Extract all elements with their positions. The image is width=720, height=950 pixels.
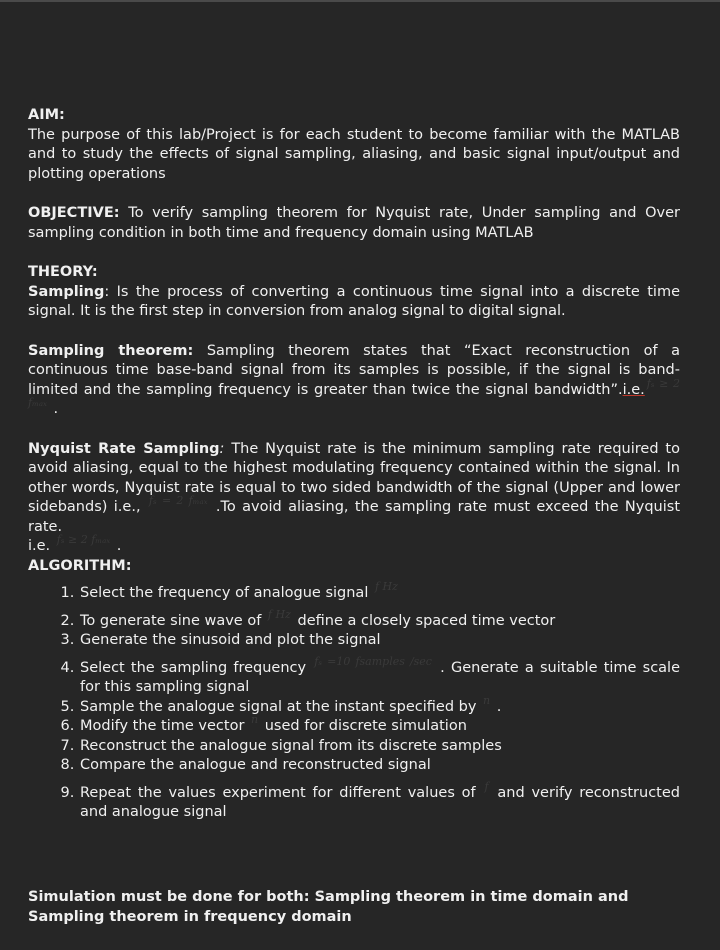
nyquist-paragraph (28, 440, 680, 538)
algorithm-section (28, 557, 680, 823)
step-text: Sample the analogue signal at the instant specified by (80, 698, 482, 715)
algorithm-step (79, 713, 680, 737)
step-text: Select the sampling frequency (80, 659, 313, 676)
nyquist-text-2: .To avoid aliasing, the sampling rate must exceed the Nyquist rate. (28, 499, 681, 535)
step-formula: f (484, 779, 489, 793)
step-text: Select the frequency of analogue signal (80, 585, 373, 601)
algorithm-list (28, 580, 681, 823)
step-text-after: . (492, 698, 502, 715)
theory-heading: THEORY: (28, 264, 98, 280)
top-border-line (0, 0, 720, 2)
step-text-after: used for discrete simulation (260, 718, 467, 734)
nyquist-end: . (112, 538, 122, 554)
algorithm-step (79, 631, 680, 651)
theorem-formula: fₛ ≥ 2 fₘₐₓ (28, 376, 680, 409)
step-formula: f Hz (267, 607, 291, 621)
objective-section (28, 204, 680, 243)
step-formula: fₛ =10 fsamples /sec (314, 654, 432, 668)
step-text: Repeat the values experiment for different values of (80, 784, 483, 801)
theorem-end: . (48, 401, 59, 417)
sampling-paragraph (28, 283, 680, 322)
algorithm-step (79, 756, 680, 776)
algorithm-step (79, 779, 680, 823)
theorem-text: Sampling theorem states that “Exact reconstruction of a continuous time base-band signal from its samples is possible, if the signal is band-limited and the sampling frequency is greater than twice the signal bandwidth”. (28, 342, 680, 398)
step-text: To generate sine wave of (80, 612, 266, 629)
algorithm-heading: ALGORITHM: (28, 557, 132, 574)
nyquist-ie: i.e. (28, 538, 55, 554)
nyquist-colon: : (219, 440, 225, 457)
sampling-term: Sampling (28, 283, 105, 300)
aim-section (28, 106, 680, 184)
aim-text: The purpose of this lab/Project is for each student to become familiar with the MATLAB and to study the effects of signal sampling, aliasing, and basic signal input/output and plotting operations (28, 126, 680, 182)
algorithm-step (79, 693, 680, 718)
algorithm-step (79, 737, 680, 757)
document-body (28, 106, 680, 823)
nyquist-term: Nyquist Rate Sampling (28, 440, 220, 457)
objective-heading: OBJECTIVE: (28, 205, 120, 221)
step-formula: f Hz (374, 580, 398, 593)
theorem-term: Sampling theorem: (28, 342, 194, 359)
objective-text: To verify sampling theorem for Nyquist rate, Under sampling and Over sampling condition in both time and frequency domain using MATLAB (28, 205, 680, 241)
step-text: Compare the analogue and reconstructed signal (80, 757, 431, 773)
theorem-paragraph (28, 342, 680, 420)
step-text: Generate the sinusoid and plot the signal (80, 632, 381, 648)
algorithm-step (79, 607, 680, 632)
algorithm-step (79, 654, 681, 698)
simulation-note: Simulation must be done for both: Sampling theorem in time domain and Sampling theorem in frequency domain (28, 889, 629, 925)
nyquist-ie-line (28, 533, 680, 557)
step-formula: n (251, 713, 259, 726)
theory-section (28, 263, 680, 557)
step-text: Modify the time vector (80, 718, 250, 734)
step-text-after: define a closely spaced time vector (292, 612, 556, 629)
nyquist-formula-2: fₛ ≥ 2 fₘₐₓ (56, 533, 111, 546)
sampling-text: : Is the process of converting a continuous time signal into a discrete time signal. It is the first step in conversion from analog signal to digital signal. (28, 283, 680, 319)
step-text-after: . Generate a suitable time scale for this sampling signal (80, 659, 681, 695)
step-text: Reconstruct the analogue signal from its discrete samples (80, 737, 502, 754)
algorithm-step (79, 580, 680, 604)
theorem-ie: i.e. (622, 381, 645, 398)
step-text-after: and verify reconstructed and analogue signal (80, 784, 680, 820)
step-formula: n (483, 693, 491, 707)
nyquist-formula: fₛ = 2 fₘₐₓ (148, 494, 208, 507)
nyquist-text: The Nyquist rate is the minimum sampling rate required to avoid aliasing, equal to the highest modulating frequency contained within the signal. In other words, Nyquist rate is equal to two sided bandwidth of the signal (Upper and lower sidebands) i.e., (28, 440, 680, 515)
aim-heading: AIM: (28, 107, 65, 123)
